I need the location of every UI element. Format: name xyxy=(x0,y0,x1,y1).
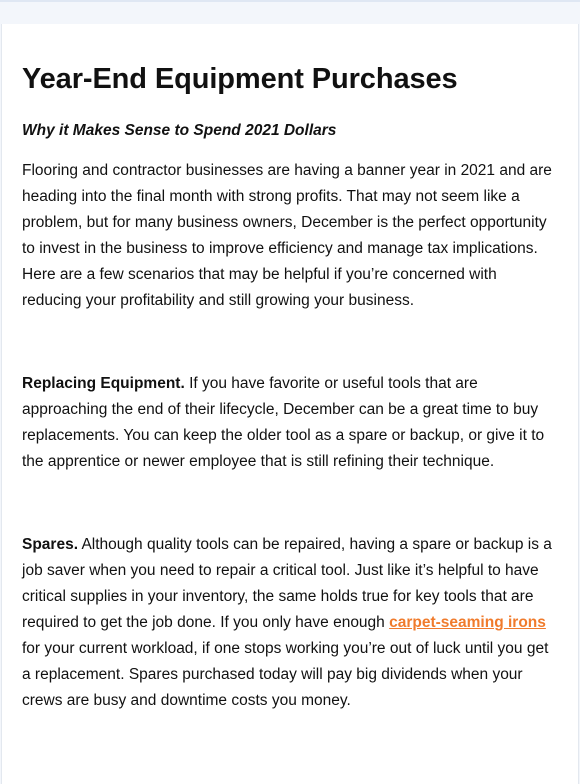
top-strip xyxy=(0,0,580,24)
spares-heading: Spares. xyxy=(22,536,79,553)
spares-text-after: for your current workload, if one stops working you’re out of luck until you get a replacement. Spares purchased today will pay big dividends when your crews are busy and downtime costs you money. xyxy=(22,640,549,709)
article-subtitle: Why it Makes Sense to Spend 2021 Dollars xyxy=(22,122,337,139)
spares-text-before: Although quality tools can be repaired, having a spare or backup is a job saver when you need to repair a critical tool. Just like it’s helpful to have critical supplies in your inventory, the same holds true for key tools that are required to get the job done. If you only have enough xyxy=(22,536,552,631)
article-title: Year-End Equipment Purchases xyxy=(22,63,458,95)
carpet-seaming-irons-link[interactable]: carpet-seaming irons xyxy=(389,614,546,631)
intro-paragraph: Flooring and contractor businesses are having a banner year in 2021 and are heading into the final month with strong profits. That may not seem like a problem, but for many business owners, December is the perfect opportunity to invest in the business to improve efficiency and manage tax implications. Here are a few scenarios that may be helpful if you’re concerned with reducing your profitability and still growing your business. xyxy=(22,162,552,309)
spares-paragraph xyxy=(22,532,560,714)
top-divider xyxy=(0,0,580,2)
replacing-equipment-heading: Replacing Equipment. xyxy=(22,375,185,392)
replacing-equipment-text: If you have favorite or useful tools that are approaching the end of their lifecycle, December can be a great time to buy replacements. You can keep the older tool as a spare or backup, or give it to the apprentice or newer employee that is still refining their technique. xyxy=(22,375,545,470)
email-card xyxy=(1,24,579,784)
replacing-equipment-paragraph xyxy=(22,371,560,475)
